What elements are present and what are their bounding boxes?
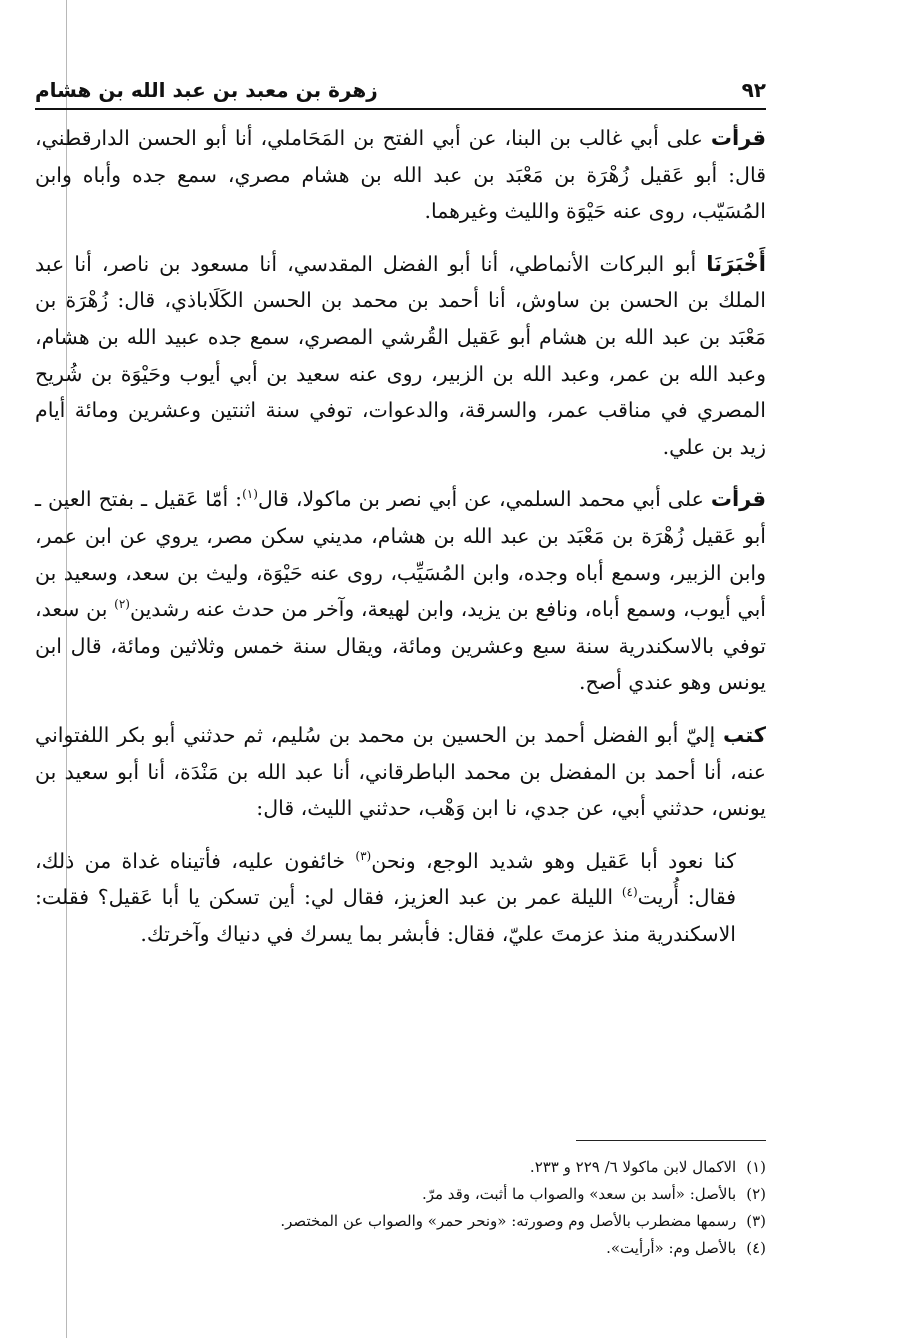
footnote-number: (٢) — [746, 1185, 766, 1203]
footnote-1 — [35, 1154, 766, 1181]
paragraph-text: الليلة عمر بن عبد العزيز، فقال لي: أين تسكن يا أبا عَقيل؟ فقلت: الاسكندرية منذ عزمتَ عليّ، فقال: فأبشر بما يسرك في دنياك وآخرتك. — [35, 885, 736, 946]
paragraph-2 — [35, 246, 766, 466]
header-rule — [35, 108, 766, 110]
page-header — [35, 62, 766, 102]
paragraph-5 — [35, 843, 766, 953]
paragraph-text: إليّ أبو الفضل أحمد بن الحسين بن محمد بن سُليم، ثم حدثني أبو بكر اللفتواني عنه، أنا أحمد بن المفضل بن محمد الباطرقاني، أنا عبد الله بن مَنْدَة، أنا أبو سعيد بن يونس، حدثني أبي، عن جدي، نا ابن وَهْب، حدثني الليث، قال: — [35, 722, 766, 821]
footnote-number: (٣) — [746, 1212, 766, 1230]
footnote-text: بالأصل وم: «أرأيت». — [606, 1239, 737, 1257]
footnotes — [35, 1154, 766, 1262]
paragraph-text: بن سعد، توفي بالاسكندرية سنة سبع وعشرين ومائة، ويقال سنة خمس وثلاثين ومائة، قال ابن يونس وهو عندي أصح. — [35, 597, 766, 695]
footnote-number: (٤) — [746, 1239, 766, 1257]
footnote-ref: (٤) — [621, 885, 638, 900]
paragraph-4 — [35, 717, 766, 827]
paragraph-lead: قرأت — [710, 487, 766, 512]
footnote-ref: (٢) — [114, 597, 130, 612]
footnote-number: (١) — [746, 1158, 766, 1176]
footnote-text: بالأصل: «أسد بن سعد» والصواب ما أثبت، وقد مرّ. — [421, 1185, 737, 1203]
paragraph-lead: أَخْبَرَنَا — [706, 251, 766, 276]
running-title: زهرة بن معبد بن عبد الله بن هشام — [35, 78, 378, 102]
footnote-ref: (٣) — [355, 848, 372, 863]
paragraph-text: على أبي غالب بن البنا، عن أبي الفتح بن المَحَاملي، أنا أبو الحسن الدارقطني، قال: أبو عَقيل زُهْرَة بن مَعْبَد بن عبد الله بن هشام مصري، سمع جده وأباه وابن المُسَيّب، روى عنه حَيْوَة والليث وغيرهما. — [35, 126, 766, 224]
paragraph-3 — [35, 481, 766, 701]
paragraph-text: أبو البركات الأنماطي، أنا أبو الفضل المقدسي، أنا مسعود بن ناصر، أنا عبد الملك بن الحسن بن ساوش، أنا أحمد بن محمد بن الحسن الكَلَاباذي، قال: زُهْرَة بن مَعْبَد بن عبد الله بن هشام أبو عَقيل القُرشي المصري، سمع جده عبيد الله بن هشام، وعبد الله بن عمر، وعبد الله بن الزبير، روى عنه سعيد بن أبي أيوب وحَيْوَة بن شُريح المصري في مناقب عمر، والسرقة، والدعوات، توفي سنة اثنتين وعشرين ومائة أيام زيد بن علي. — [35, 251, 766, 459]
paragraph-text: كنا نعود أبا عَقيل وهو شديد الوجع، ونحن — [371, 848, 736, 873]
paragraph-lead: قرأت — [710, 126, 766, 150]
main-text — [35, 120, 766, 968]
paragraph-text: على أبي محمد السلمي، عن أبي نصر بن ماكولا، قال — [257, 487, 711, 512]
footnote-3 — [35, 1208, 766, 1235]
footnote-separator — [576, 1140, 766, 1141]
footnote-2 — [35, 1181, 766, 1208]
paragraph-lead: كتب — [722, 722, 766, 747]
footnote-ref: (١) — [242, 487, 258, 502]
paragraph-text: خائفون عليه، فأتيناه غداة من ذلك، فقال: أُريت — [35, 848, 736, 910]
footnote-text: رسمها مضطرب بالأصل وم وصورته: «ونحر حمر» والصواب عن المختصر. — [280, 1212, 737, 1230]
paragraph-1 — [35, 120, 766, 230]
page-number: ٩٢ — [741, 78, 766, 102]
paragraph-text: : أمّا عَقيل ـ بفتح العين ـ أبو عَقيل زُهْرَة بن مَعْبَد بن عبد الله بن هشام، مديني سكن مصر، يروي عن ابن عمر، وابن الزبير، وسمع أباه وجده، وابن المُسَيِّب، روى عنه حَيْوَة، وليث بن سعد، وسعيد بن أبي أيوب، وسمع أباه، ونافع بن يزيد، وابن لهيعة، وآخر من حدث عنه رشدين — [35, 487, 766, 622]
footnote-text: الاكمال لابن ماكولا ٦/ ٢٢٩ و ٢٣٣. — [529, 1158, 737, 1176]
footnote-4 — [35, 1235, 766, 1262]
